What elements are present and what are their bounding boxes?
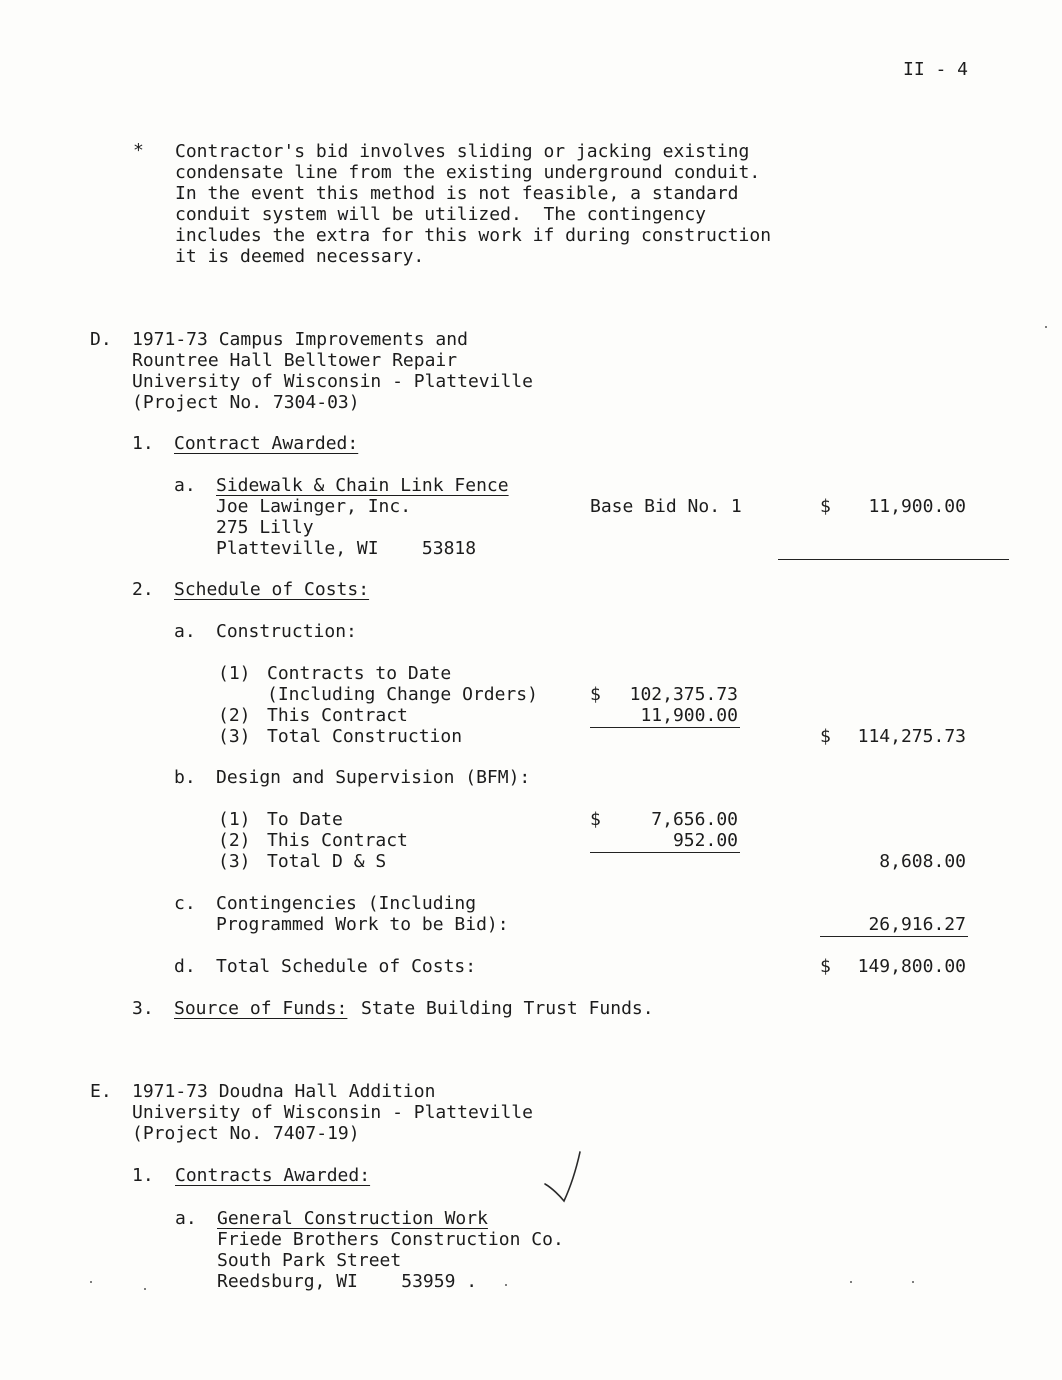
section-title-line: University of Wisconsin - Platteville	[132, 371, 533, 392]
scan-speck	[1045, 326, 1047, 328]
footnote-line: includes the extra for this work if during construction	[175, 225, 772, 246]
rule-line	[820, 936, 968, 937]
row-label: This Contract	[267, 705, 408, 726]
section-letter: E.	[90, 1081, 112, 1102]
row-number: (2)	[218, 705, 251, 726]
row-label: (Including Change Orders)	[267, 684, 538, 705]
construction-label: Construction:	[216, 621, 357, 642]
item-letter: a.	[174, 475, 196, 496]
row-value: 7,656.00	[651, 809, 738, 830]
item-number: 3.	[132, 998, 154, 1019]
contractor-line: Reedsburg, WI 53959 .	[217, 1271, 478, 1292]
item-letter: d.	[174, 956, 196, 977]
row-value: 102,375.73	[629, 684, 738, 705]
bid-amount: 11,900.00	[868, 496, 966, 517]
row-label: Total Construction	[267, 726, 463, 747]
rule-line	[590, 727, 740, 728]
footnote-line: condensate line from the existing underground conduit.	[175, 162, 761, 183]
contractor-line: Joe Lawinger, Inc.	[216, 496, 412, 517]
scan-speck	[90, 1281, 92, 1283]
item-letter: b.	[174, 767, 196, 788]
section-title-line: 1971-73 Campus Improvements and	[132, 329, 468, 350]
row-value: 952.00	[672, 830, 738, 851]
contingencies-label: Programmed Work to be Bid):	[216, 914, 509, 935]
scan-speck	[144, 1288, 146, 1290]
source-heading: Source of Funds:	[174, 998, 348, 1019]
source-text: State Building Trust Funds.	[361, 998, 654, 1019]
item-number: 2.	[132, 579, 154, 600]
check-mark-icon	[540, 1148, 588, 1206]
footnote-line: Contractor's bid involves sliding or jacking existing	[175, 141, 750, 162]
contractor-line: South Park Street	[217, 1250, 402, 1271]
grand-total: 149,800.00	[857, 956, 966, 977]
section-title-line: Rountree Hall Belltower Repair	[132, 350, 458, 371]
row-number: (1)	[218, 809, 251, 830]
footnote-marker: *	[133, 140, 144, 161]
section-title-line: (Project No. 7407-19)	[132, 1123, 360, 1144]
rule-line	[778, 559, 1009, 560]
contingencies-total: 26,916.27	[868, 914, 966, 935]
item-number: 1.	[132, 1165, 154, 1186]
contract-item-title: Sidewalk & Chain Link Fence	[216, 475, 509, 496]
currency-sign: $	[590, 809, 601, 830]
section-title-line: 1971-73 Doudna Hall Addition	[132, 1081, 436, 1102]
contingencies-label: Contingencies (Including	[216, 893, 477, 914]
row-label: This Contract	[267, 830, 408, 851]
currency-sign: $	[820, 726, 831, 747]
schedule-heading: Schedule of Costs:	[174, 579, 370, 600]
row-number: (3)	[218, 726, 251, 747]
bid-label: Base Bid No. 1	[590, 496, 742, 517]
scan-speck	[912, 1281, 914, 1283]
page-number: II - 4	[903, 59, 969, 80]
row-label: Contracts to Date	[267, 663, 452, 684]
row-number: (1)	[218, 663, 251, 684]
currency-sign: $	[820, 496, 831, 517]
contractor-line: 275 Lilly	[216, 517, 314, 538]
design-label: Design and Supervision (BFM):	[216, 767, 531, 788]
rule-line	[590, 852, 740, 853]
contract-item-title: General Construction Work	[217, 1208, 488, 1229]
construction-total: 114,275.73	[857, 726, 966, 747]
footnote-line: conduit system will be utilized. The contingency	[175, 204, 707, 225]
item-letter: a.	[174, 621, 196, 642]
footnote-line: it is deemed necessary.	[175, 246, 425, 267]
section-letter: D.	[90, 329, 112, 350]
scan-speck	[850, 1281, 852, 1283]
currency-sign: $	[820, 956, 831, 977]
row-label: Total D & S	[267, 851, 387, 872]
total-schedule-label: Total Schedule of Costs:	[216, 956, 477, 977]
section-title-line: (Project No. 7304-03)	[132, 392, 360, 413]
row-value: 11,900.00	[640, 705, 738, 726]
contract-awarded-heading: Contract Awarded:	[174, 433, 359, 454]
item-letter: c.	[174, 893, 196, 914]
row-number: (3)	[218, 851, 251, 872]
item-letter: a.	[175, 1208, 197, 1229]
row-label: To Date	[267, 809, 343, 830]
design-total: 8,608.00	[879, 851, 966, 872]
footnote-line: In the event this method is not feasible, a standard	[175, 183, 739, 204]
section-title-line: University of Wisconsin - Platteville	[132, 1102, 533, 1123]
item-number: 1.	[132, 433, 154, 454]
row-number: (2)	[218, 830, 251, 851]
contracts-awarded-heading: Contracts Awarded:	[175, 1165, 371, 1186]
scan-speck	[505, 1284, 507, 1286]
currency-sign: $	[590, 684, 601, 705]
contractor-line: Platteville, WI 53818	[216, 538, 477, 559]
contractor-line: Friede Brothers Construction Co.	[217, 1229, 564, 1250]
